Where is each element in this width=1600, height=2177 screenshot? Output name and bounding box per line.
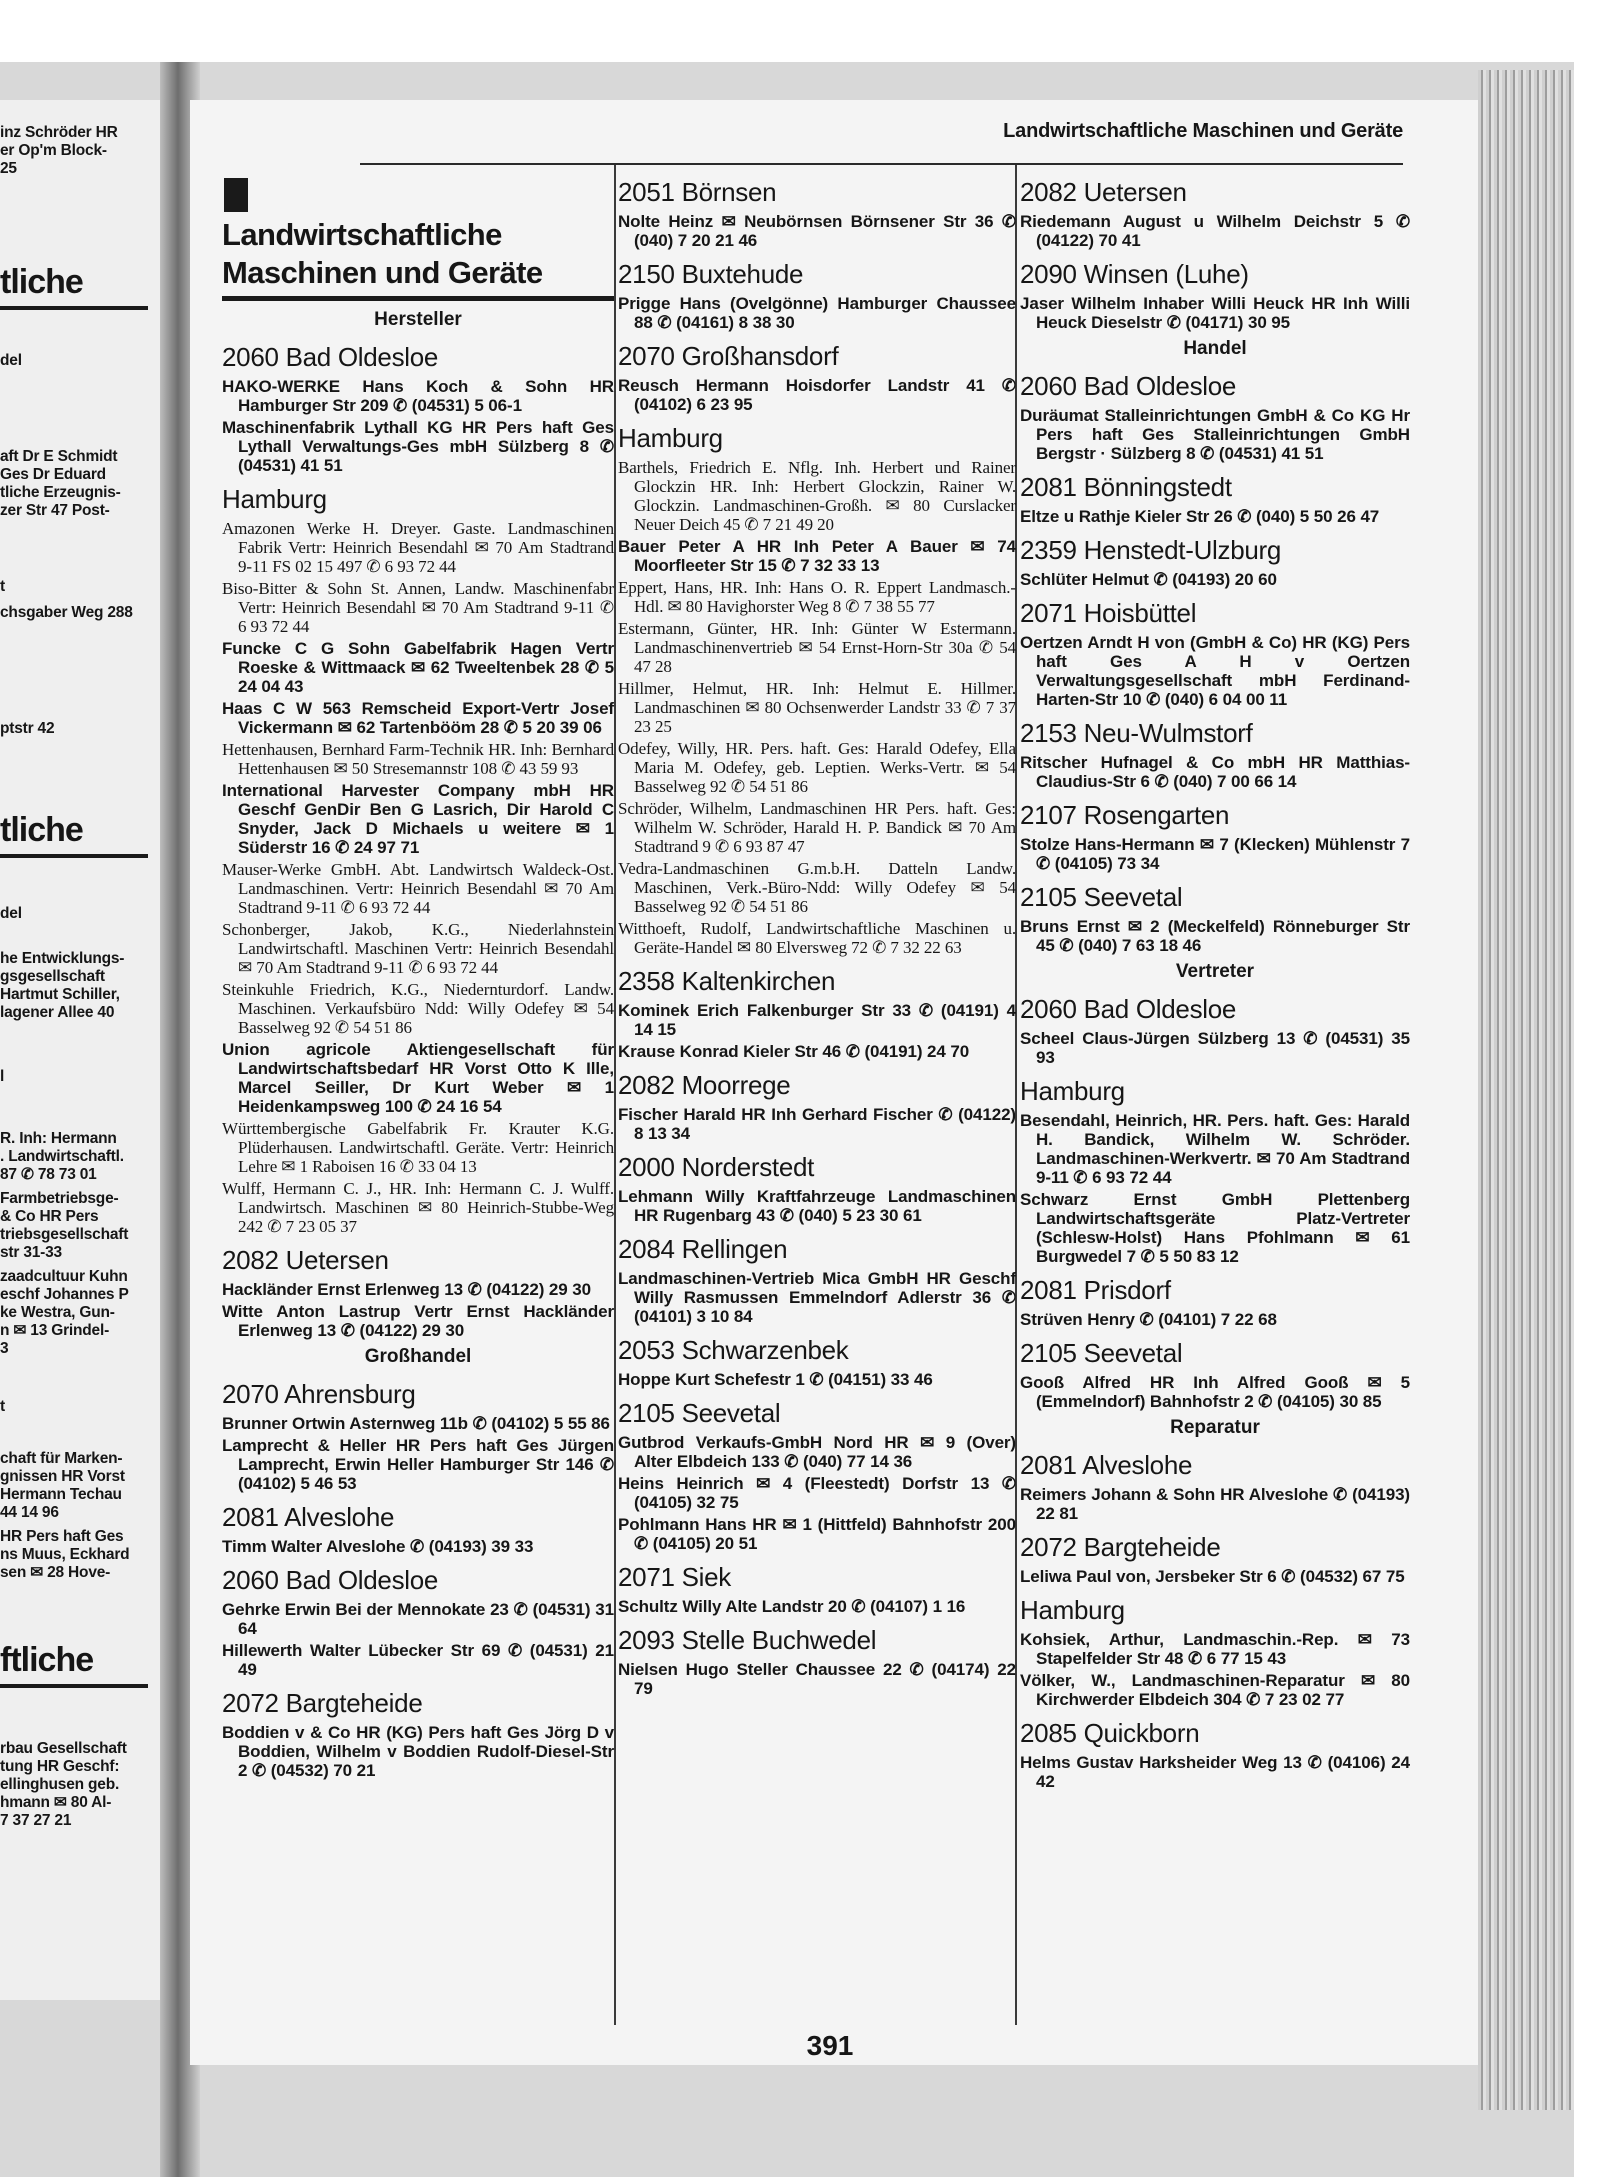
company-entry: Gehrke Erwin Bei der Mennokate 23 ✆ (04531) 31 64 — [222, 1600, 614, 1638]
strip-line: he Entwicklungs- — [0, 950, 125, 967]
company-entry: International Harvester Company mbH HR Geschf GenDir Ben G Lasrich, Dir Harold C Snyder, Jack D Michaels u weitere ✉ 1 Süderstr 16 ✆ 24 97 71 — [222, 781, 614, 857]
section-heading: Hersteller — [374, 309, 462, 330]
section-marker — [224, 178, 248, 212]
company-entry: Oertzen Arndt H von (GmbH & Co) HR (KG) Pers haft Ges A H v Oertzen Verwaltungsgesellschaft mbH Ferdinand-Harten-Str 10 ✆ (040) 6 04 00 11 — [1020, 633, 1410, 709]
city-heading: 2090 Winsen (Luhe) — [1020, 259, 1249, 289]
city-heading: 2071 Hoisbüttel — [1020, 598, 1197, 628]
company-entry: Strüven Henry ✆ (04101) 7 22 68 — [1020, 1310, 1277, 1329]
company-entry: Hoppe Kurt Schefestr 1 ✆ (04151) 33 46 — [618, 1370, 933, 1389]
strip-line: t — [0, 1398, 5, 1415]
city-heading: 2081 Prisdorf — [1020, 1275, 1171, 1305]
strip-line: rbau Gesellschaft — [0, 1740, 127, 1757]
strip-line: 3 — [0, 1340, 9, 1357]
city-heading: 2082 Uetersen — [1020, 177, 1187, 207]
company-entry: Schultz Willy Alte Landstr 20 ✆ (04107) 1 16 — [618, 1597, 966, 1616]
strip-heading-rule — [0, 854, 148, 858]
strip-line: R. Inh: Hermann — [0, 1130, 117, 1147]
strip-line: zaadcultuur Kuhn — [0, 1268, 128, 1285]
page-number: 391 — [806, 2030, 854, 2061]
company-entry: Haas C W 563 Remscheid Export-Vertr Josef Vickermann ✉ 62 Tartenbööm 28 ✆ 5 20 39 06 — [222, 699, 614, 737]
city-heading: 2060 Bad Oldesloe — [1020, 994, 1237, 1024]
city-heading: Hamburg — [222, 484, 327, 514]
company-entry: Stolze Hans-Hermann ✉ 7 (Klecken) Mühlenstr 7 ✆ (04105) 73 34 — [1020, 835, 1410, 873]
company-entry: Fischer Harald HR Inh Gerhard Fischer ✆ (04122) 8 13 34 — [618, 1105, 1016, 1143]
company-entry: Helms Gustav Harksheider Weg 13 ✆ (04106) 24 42 — [1020, 1753, 1410, 1791]
company-entry: Lehmann Willy Kraftfahrzeuge Landmaschinen HR Rugenbarg 43 ✆ (040) 5 23 30 61 — [618, 1187, 1016, 1225]
city-heading: Hamburg — [1020, 1076, 1125, 1106]
company-entry: Schwarz Ernst GmbH Plettenberg Landwirtschaftsgeräte Platz-Vertreter (Schlesw-Holst) Hans Pfohlmann ✉ 61 Burgwedel 7 ✆ 5 50 83 12 — [1020, 1190, 1410, 1266]
company-entry: Scheel Claus-Jürgen Sülzberg 13 ✆ (04531) 35 93 — [1020, 1029, 1410, 1067]
city-heading: 2051 Börnsen — [618, 177, 777, 207]
strip-line: tliche Erzeugnis- — [0, 484, 121, 501]
strip-line: n ✉ 13 Grindel- — [0, 1322, 110, 1339]
previous-page-strip — [0, 100, 175, 2000]
title-rule — [222, 296, 614, 301]
strip-line: del — [0, 905, 22, 922]
company-entry: Besendahl, Heinrich, HR. Pers. haft. Ges: Harald H. Bandick, Wilhelm W. Schröder. Landmaschinen-Werkvertr. ✉ 70 Am Stadtrand 9-11 ✆ 6 93 72 44 — [1020, 1111, 1410, 1187]
city-heading: 2359 Henstedt-Ulzburg — [1020, 535, 1282, 565]
company-entry: Pohlmann Hans HR ✉ 1 (Hittfeld) Bahnhofstr 200 ✆ (04105) 20 51 — [618, 1515, 1016, 1553]
city-heading: Hamburg — [1020, 1595, 1125, 1625]
strip-line: Farmbetriebsge- — [0, 1190, 119, 1207]
city-heading: 2105 Seevetal — [618, 1398, 781, 1428]
strip-line: 7 37 27 21 — [0, 1812, 72, 1829]
directory-column-2 — [618, 168, 1016, 2013]
city-heading: 2070 Ahrensburg — [222, 1379, 416, 1409]
city-heading: 2150 Buxtehude — [618, 259, 804, 289]
strip-line: 44 14 96 — [0, 1504, 59, 1521]
strip-line: lagener Allee 40 — [0, 1004, 115, 1021]
strip-line: er Op'm Block- — [0, 142, 107, 159]
strip-line: Hartmut Schiller, — [0, 986, 120, 1003]
header-rule — [360, 163, 1403, 165]
city-heading: 2105 Seevetal — [1020, 1338, 1183, 1368]
strip-line: zer Str 47 Post- — [0, 502, 110, 519]
running-head: Landwirtschaftliche Maschinen und Geräte — [1003, 120, 1403, 142]
strip-line: ns Muus, Eckhard — [0, 1546, 130, 1563]
company-entry: Wulff, Hermann C. J., HR. Inh: Hermann C. J. Wulff. Landwirtsch. Maschinen ✉ 80 Heinrich-Stubbe-Weg 242 ✆ 7 23 05 37 — [222, 1179, 614, 1236]
strip-line: t — [0, 578, 5, 595]
strip-line: eschf Johannes P — [0, 1286, 129, 1303]
company-entry: Vedra-Landmaschinen G.m.b.H. Datteln Landw. Maschinen, Verk.-Büro-Ndd: Willy Odefey ✉ 54 Basselweg 92 ✆ 54 51 86 — [618, 859, 1016, 916]
city-heading: 2071 Siek — [618, 1562, 731, 1592]
company-entry: Witte Anton Lastrup Vertr Ernst Hackländer Erlenweg 13 ✆ (04122) 29 30 — [222, 1302, 614, 1340]
city-heading: 2081 Bönningstedt — [1020, 472, 1232, 502]
strip-line: aft Dr E Schmidt — [0, 448, 118, 465]
strip-line: 87 ✆ 78 73 01 — [0, 1166, 97, 1183]
strip-heading: ftliche — [0, 1641, 94, 1679]
city-heading: 2060 Bad Oldesloe — [222, 342, 439, 372]
city-heading: 2053 Schwarzenbek — [618, 1335, 849, 1365]
city-heading: Hamburg — [618, 423, 723, 453]
strip-heading-rule — [0, 1684, 148, 1688]
company-entry: Hillmer, Helmut, HR. Inh: Helmut E. Hillmer. Landmaschinen ✉ 80 Ochsenwerder Landstr 33 ✆ 7 37 23 25 — [618, 679, 1016, 736]
company-entry: Heins Heinrich ✉ 4 (Fleestedt) Dorfstr 13 ✆ (04105) 32 75 — [618, 1474, 1016, 1512]
city-heading: 2085 Quickborn — [1020, 1718, 1200, 1748]
city-heading: 2082 Uetersen — [222, 1245, 389, 1275]
strip-line: HR Pers haft Ges — [0, 1528, 124, 1545]
city-heading: 2081 Alveslohe — [1020, 1450, 1193, 1480]
directory-column-1 — [222, 168, 614, 2013]
company-entry: Ritscher Hufnagel & Co mbH HR Matthias-Claudius-Str 6 ✆ (040) 7 00 66 14 — [1020, 753, 1410, 791]
company-entry: Reusch Hermann Hoisdorfer Landstr 41 ✆ (04102) 6 23 95 — [618, 376, 1016, 414]
page-edges — [1478, 70, 1574, 2110]
strip-line: ellinghusen geb. — [0, 1776, 120, 1793]
company-entry: Timm Walter Alveslohe ✆ (04193) 39 33 — [222, 1537, 534, 1556]
strip-line: triebsgesellschaft — [0, 1226, 129, 1243]
company-entry: Amazonen Werke H. Dreyer. Gaste. Landmaschinen Fabrik Vertr: Heinrich Besendahl ✉ 70 Am Stadtrand 9-11 FS 02 15 497 ✆ 6 93 72 44 — [222, 519, 614, 576]
city-heading: 2105 Seevetal — [1020, 882, 1183, 912]
company-entry: Eppert, Hans, HR. Inh: Hans O. R. Eppert Landmasch.-Hdl. ✉ 80 Havighorster Weg 8 ✆ 7 38 55 77 — [618, 578, 1016, 616]
city-heading: 2000 Norderstedt — [618, 1152, 815, 1182]
company-entry: Riedemann August u Wilhelm Deichstr 5 ✆ (04122) 70 41 — [1020, 212, 1410, 250]
company-entry: Prigge Hans (Ovelgönne) Hamburger Chaussee 88 ✆ (04161) 8 38 30 — [618, 294, 1016, 332]
city-heading: 2153 Neu-Wulmstorf — [1020, 718, 1253, 748]
company-entry: Kohsiek, Arthur, Landmaschin.-Rep. ✉ 73 Stapelfelder Str 48 ✆ 6 77 15 43 — [1020, 1630, 1410, 1668]
strip-line: inz Schröder HR — [0, 124, 118, 141]
city-heading: 2060 Bad Oldesloe — [222, 1565, 439, 1595]
company-entry: Hackländer Ernst Erlenweg 13 ✆ (04122) 29 30 — [222, 1280, 591, 1299]
company-entry: Völker, W., Landmaschinen-Reparatur ✉ 80 Kirchwerder Elbdeich 304 ✆ 7 23 02 77 — [1020, 1671, 1410, 1709]
city-heading: 2072 Bargteheide — [1020, 1532, 1221, 1562]
strip-line: . Landwirtschaftl. — [0, 1148, 124, 1165]
city-heading: 2358 Kaltenkirchen — [618, 966, 836, 996]
directory-column-3 — [1020, 168, 1410, 2013]
section-heading: Vertreter — [1175, 961, 1255, 982]
company-entry: Steinkuhle Friedrich, K.G., Niedernturdorf. Landw. Maschinen. Verkaufsbüro Ndd: Willy Odefey ✉ 54 Basselweg 92 ✆ 54 51 86 — [222, 980, 614, 1037]
strip-line: sen ✉ 28 Hove- — [0, 1564, 111, 1581]
city-heading: 2081 Alveslohe — [222, 1502, 395, 1532]
company-entry: Boddien v & Co HR (KG) Pers haft Ges Jörg D v Boddien, Wilhelm v Boddien Rudolf-Diesel-Str 2 ✆ (04532) 70 21 — [222, 1723, 614, 1780]
company-entry: Leliwa Paul von, Jersbeker Str 6 ✆ (04532) 67 75 — [1020, 1567, 1405, 1586]
company-entry: Nielsen Hugo Steller Chaussee 22 ✆ (04174) 22 79 — [618, 1660, 1016, 1698]
strip-line: 25 — [0, 160, 17, 177]
company-entry: Mauser-Werke GmbH. Abt. Landwirtsch Waldeck-Ost. Landmaschinen. Vertr: Heinrich Besendahl ✉ 70 Am Stadtrand 9-11 ✆ 6 93 72 44 — [222, 860, 614, 917]
company-entry: Eltze u Rathje Kieler Str 26 ✆ (040) 5 50 26 47 — [1020, 507, 1380, 526]
strip-line: gsgesellschaft — [0, 968, 105, 985]
strip-line: gnissen HR Vorst — [0, 1468, 125, 1485]
company-entry: Hettenhausen, Bernhard Farm-Technik HR. Inh: Bernhard Hettenhausen ✉ 50 Stresemannstr 108 ✆ 43 59 93 — [222, 740, 614, 778]
company-entry: Reimers Johann & Sohn HR Alveslohe ✆ (04193) 22 81 — [1020, 1485, 1410, 1523]
strip-line: str 31-33 — [0, 1244, 62, 1261]
company-entry: Odefey, Willy, HR. Pers. haft. Ges: Harald Odefey, Ella Maria M. Odefey, geb. Leptien. Werks-Vertr. ✉ 54 Basselweg 92 ✆ 54 51 86 — [618, 739, 1016, 796]
section-heading: Großhandel — [364, 1346, 472, 1367]
company-entry: HAKO-WERKE Hans Koch & Sohn HR Hamburger Str 209 ✆ (04531) 5 06-1 — [222, 377, 614, 415]
strip-line: l — [0, 1068, 5, 1085]
company-entry: Lamprecht & Heller HR Pers haft Ges Jürgen Lamprecht, Erwin Heller Hamburger Str 146 ✆ (04102) 5 46 53 — [222, 1436, 614, 1493]
category-title: Landwirtschaftliche Maschinen und Geräte — [222, 217, 543, 290]
column-divider — [614, 165, 616, 2025]
company-entry: Bauer Peter A HR Inh Peter A Bauer ✉ 74 Moorfleeter Str 15 ✆ 7 32 33 13 — [618, 537, 1016, 575]
strip-line: Hermann Techau — [0, 1486, 122, 1503]
company-entry: Duräumat Stalleinrichtungen GmbH & Co KG Hr Pers haft Ges Stalleinrichtungen GmbH Bergstr · Sülzberg 8 ✆ (04531) 41 51 — [1020, 406, 1410, 463]
city-heading: 2082 Moorrege — [618, 1070, 791, 1100]
strip-line: tung HR Geschf: — [0, 1758, 120, 1775]
strip-heading-rule — [0, 306, 148, 310]
company-entry: Jaser Wilhelm Inhaber Willi Heuck HR Inh Willi Heuck Dieselstr ✆ (04171) 30 95 — [1020, 294, 1410, 332]
strip-line: ptstr 42 — [0, 720, 55, 737]
strip-line: Ges Dr Eduard — [0, 466, 106, 483]
strip-line: & Co HR Pers — [0, 1208, 99, 1225]
company-entry: Schonberger, Jakob, K.G., Niederlahnstein Landwirtschaftl. Maschinen Vertr: Heinrich Besendahl ✉ 70 Am Stadtrand 9-11 ✆ 6 93 72 44 — [222, 920, 614, 977]
company-entry: Funcke C G Sohn Gabelfabrik Hagen Vertr Roeske & Wittmaack ✉ 62 Tweeltenbek 28 ✆ 5 24 04 43 — [222, 639, 614, 696]
company-entry: Landmaschinen-Vertrieb Mica GmbH HR Geschf Willy Rasmussen Emmelndorf Adlerstr 36 ✆ (04101) 3 10 84 — [618, 1269, 1016, 1326]
strip-line: chsgaber Weg 288 — [0, 604, 133, 621]
strip-line: ke Westra, Gun- — [0, 1304, 115, 1321]
company-entry: Maschinenfabrik Lythall KG HR Pers haft Ges Lythall Verwaltungs-Ges mbH Sülzberg 8 ✆ (04531) 41 51 — [222, 418, 614, 475]
company-entry: Württembergische Gabelfabrik Fr. Krauter K.G. Plüderhausen. Landwirtschaftl. Geräte. Vertr: Heinrich Lehre ✉ 1 Raboisen 16 ✆ 33 04 13 — [222, 1119, 614, 1176]
company-entry: Gutbrod Verkaufs-GmbH Nord HR ✉ 9 (Over) Alter Elbdeich 133 ✆ (040) 77 14 36 — [618, 1433, 1016, 1471]
company-entry: Witthoeft, Rudolf, Landwirtschaftliche Maschinen u. Geräte-Handel ✉ 80 Elversweg 72 ✆ 7 32 22 63 — [618, 919, 1016, 957]
strip-line: del — [0, 352, 22, 369]
strip-heading: tliche — [0, 263, 83, 301]
strip-line: hmann ✉ 80 Al- — [0, 1794, 112, 1811]
company-entry: Union agricole Aktiengesellschaft für Landwirtschaftsbedarf HR Vorst Otto K Ille, Marcel Seiller, Dr Kurt Weber ✉ 1 Heidenkampsweg 100 ✆ 24 16 54 — [222, 1040, 614, 1116]
city-heading: 2070 Großhansdorf — [618, 341, 839, 371]
company-entry: Hillewerth Walter Lübecker Str 69 ✆ (04531) 21 49 — [222, 1641, 614, 1679]
city-heading: 2084 Rellingen — [618, 1234, 788, 1264]
company-entry: Schröder, Wilhelm, Landmaschinen HR Pers. haft. Ges: Wilhelm W. Schröder, Harald H. P. Bandick ✉ 70 Am Stadtrand 9 ✆ 6 93 87 47 — [618, 799, 1016, 856]
company-entry: Schlüter Helmut ✆ (04193) 20 60 — [1020, 570, 1277, 589]
company-entry: Biso-Bitter & Sohn St. Annen, Landw. Maschinenfabr Vertr: Heinrich Besendahl ✉ 70 Am Stadtrand 9-11 ✆ 6 93 72 44 — [222, 579, 614, 636]
company-entry: Barthels, Friedrich E. Nflg. Inh. Herbert und Rainer Glockzin HR. Inh: Herbert Glockzin, Rainer W. Glockzin. Landmaschinen-Großh. ✉ 80 Curslacker Neuer Deich 45 ✆ 7 21 49 20 — [618, 458, 1016, 534]
city-heading: 2093 Stelle Buchwedel — [618, 1625, 877, 1655]
section-heading: Handel — [1183, 338, 1247, 359]
strip-heading: tliche — [0, 811, 83, 849]
section-heading: Reparatur — [1170, 1417, 1260, 1438]
strip-line: chaft für Marken- — [0, 1450, 123, 1467]
company-entry: Bruns Ernst ✉ 2 (Meckelfeld) Rönneburger Str 45 ✆ (040) 7 63 18 46 — [1020, 917, 1410, 955]
company-entry: Nolte Heinz ✉ Neubörnsen Börnsener Str 36 ✆ (040) 7 20 21 46 — [618, 212, 1016, 250]
company-entry: Kominek Erich Falkenburger Str 33 ✆ (04191) 4 14 15 — [618, 1001, 1016, 1039]
company-entry: Gooß Alfred HR Inh Alfred Gooß ✉ 5 (Emmelndorf) Bahnhofstr 2 ✆ (04105) 30 85 — [1020, 1373, 1410, 1411]
city-heading: 2107 Rosengarten — [1020, 800, 1230, 830]
company-entry: Estermann, Günter, HR. Inh: Günter W Estermann. Landmaschinenvertrieb ✉ 54 Ernst-Horn-Str 30a ✆ 54 47 28 — [618, 619, 1016, 676]
company-entry: Brunner Ortwin Asternweg 11b ✆ (04102) 5 55 86 — [222, 1414, 610, 1433]
city-heading: 2060 Bad Oldesloe — [1020, 371, 1237, 401]
company-entry: Krause Konrad Kieler Str 46 ✆ (04191) 24 70 — [618, 1042, 970, 1061]
city-heading: 2072 Bargteheide — [222, 1688, 423, 1718]
